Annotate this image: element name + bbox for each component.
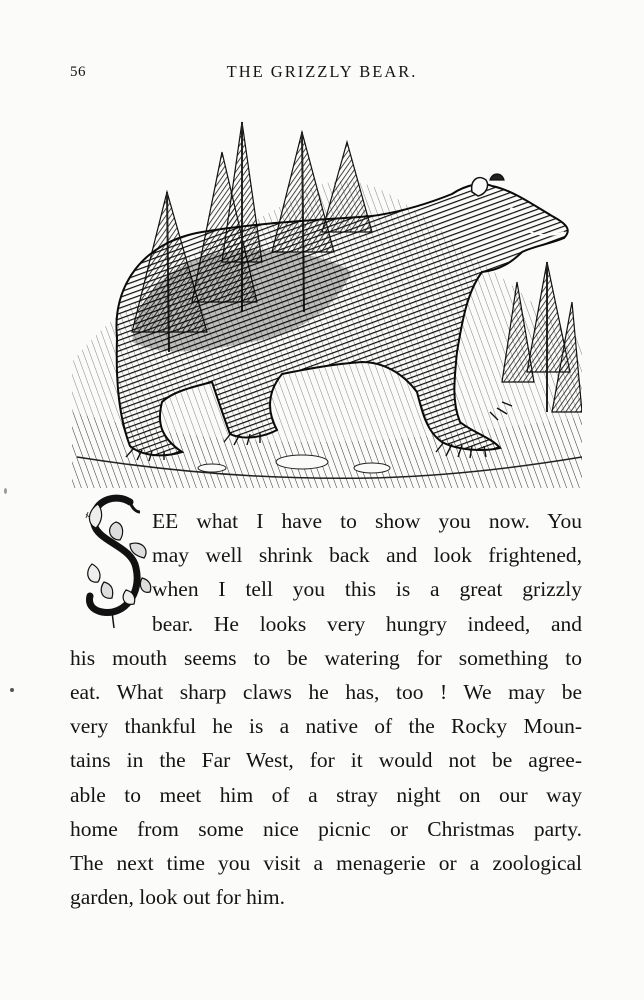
text-line: EE what I have to show you now. You <box>152 509 582 533</box>
text-line: able to meet him of a stray night on our way <box>70 782 582 807</box>
body-text <box>70 504 582 914</box>
text-line: The next time you visit a menagerie or a zoological <box>70 850 582 875</box>
text-line: his mouth seems to be watering for something to <box>70 645 582 670</box>
text-line: home from some nice picnic or Christmas party. <box>70 816 582 841</box>
ink-speck <box>10 688 14 692</box>
text-line: may well shrink back and look frightened, <box>152 543 582 568</box>
page-number: 56 <box>70 64 86 80</box>
text-line: eat. What sharp claws he has, too ! We may be <box>70 679 582 704</box>
text-line: very thankful he is a native of the Rocky Moun- <box>70 714 582 739</box>
bear-engraving-icon <box>72 112 582 488</box>
text-line: bear. He looks very hungry indeed, and <box>152 611 582 636</box>
text-line: when I tell you this is a great grizzly <box>152 577 582 602</box>
text-line: garden, look out for him. <box>70 885 285 910</box>
running-title: THE GRIZZLY BEAR. <box>226 62 418 81</box>
text-line: tains in the Far West, for it would not be agree- <box>70 748 582 773</box>
ink-speck <box>4 488 7 494</box>
